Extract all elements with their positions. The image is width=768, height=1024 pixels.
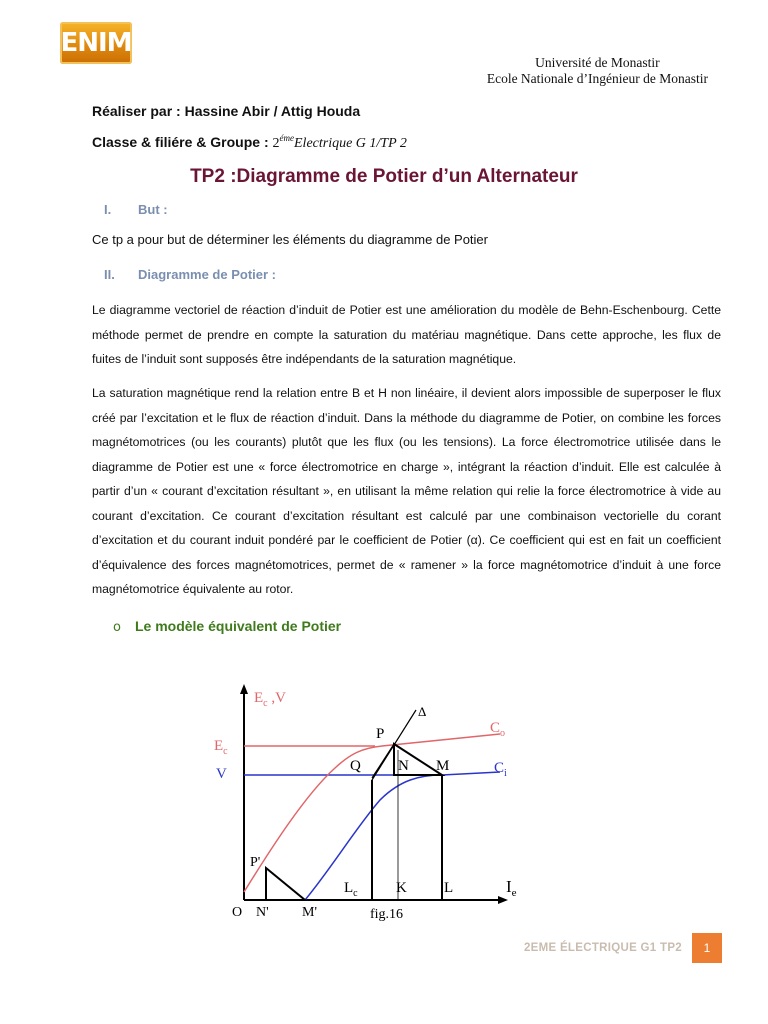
label-m: M <box>436 758 450 774</box>
page-number-badge: 1 <box>692 933 722 963</box>
class-level-sup: éme <box>279 133 294 143</box>
label-n-prime: N' <box>256 905 269 920</box>
university-name: Université de Monastir <box>535 55 660 70</box>
x-axis-arrow <box>498 896 508 904</box>
section-title-1: But : <box>138 202 168 217</box>
logo-text: ENIM <box>60 28 132 58</box>
section-title-2: Diagramme de Potier : <box>138 267 276 282</box>
section-number-1: I. <box>104 202 112 217</box>
paragraph-saturation: La saturation magnétique rend la relation entre B et H non linéaire, il devient alors impossible de superposer le flux créé par l’excitation et le flux de réaction d’induit. Dans la méthode du diagramme de Potier, on combine les forces magnétomotrices (ou les courants) plutôt que les flux (ou les tensions). La force électromotrice utilisée dans le diagramme de Potier est une « force électromotrice en charge », intégrant la réaction d’induit. Elle est calculée à partir d’un « courant d’excitation résultant », en utilisant la même relation qui relie la force électromotrice à vide au courant d’excitation. Ce courant d’excitation résultant est calculé par une combinaison vectorielle du corant d’excitation et du courant induit pondéré par le coefficient de Potier (α). Ce coefficient qui est en fait un coefficient d’équivalence des forces magnétomotrices, permet de « ramener » la force magnétomotrice d’induit à une force magnétomotrice équivalente au rotor. <box>92 386 721 596</box>
class-level: 2 <box>272 136 280 151</box>
label-p: P <box>376 726 385 742</box>
section-heading-2 <box>104 267 276 282</box>
label-o: O <box>232 905 243 920</box>
footer-text: 2EME ÉLECTRIQUE G1 TP2 <box>523 942 682 954</box>
label-l: L <box>444 880 454 896</box>
qp-segment <box>372 744 394 778</box>
label-ec: $E_c$ <box>214 738 228 757</box>
label-lc: $L_c$ <box>344 880 358 899</box>
label-q: Q <box>350 758 361 774</box>
paragraph-intro: Le diagramme vectoriel de réaction d’induit de Potier est une amélioration du modèle de Behn-Eschenbourg. Cette méthode permet de prendre en compte la saturation du matériau magnétique. Dans cette approche, les flux de fuites de l’induit sont supposés être indépendants de la saturation magnétique. <box>92 303 721 366</box>
small-triangle <box>266 868 305 900</box>
authors-names: Hassine Abir / Attig Houda <box>184 103 361 119</box>
label-delta: Δ <box>418 704 427 719</box>
school-name: Ecole Nationale d’Ingénieur de Monastir <box>486 71 708 86</box>
label-m-prime: M' <box>302 905 317 920</box>
label-ci: $C_i$ <box>494 760 507 779</box>
label-c0: $C_o$ <box>490 720 506 739</box>
bullet-heading <box>113 618 341 635</box>
institution-header <box>487 55 708 87</box>
label-y-axis: $E_c$ ,V <box>254 690 286 709</box>
class-label: Classe & filiére & Groupe : <box>92 134 273 150</box>
y-axis-arrow <box>240 684 248 694</box>
section-heading-1 <box>104 202 168 217</box>
section-number-2: II. <box>104 267 115 282</box>
class-group: Electrique G 1/TP 2 <box>294 136 407 151</box>
potier-diagram <box>210 680 520 925</box>
school-logo <box>60 22 132 64</box>
paragraph-goal: Ce tp a pour but de déterminer les éléments du diagramme de Potier <box>92 232 488 247</box>
label-v: V <box>216 766 227 782</box>
authors-label: Réaliser par : <box>92 103 185 119</box>
figure-caption: fig.16 <box>370 907 404 922</box>
label-x-axis: $I_e$ <box>506 877 517 899</box>
class-line <box>92 133 407 152</box>
label-p-prime: P' <box>250 855 261 870</box>
bullet-text: Le modèle équivalent de Potier <box>134 618 342 634</box>
bullet-marker: o <box>113 620 121 635</box>
label-n: N <box>398 758 409 774</box>
page-title: TP2 :Diagramme de Potier d’un Alternateur <box>190 166 578 187</box>
label-k: K <box>396 880 407 896</box>
authors-line <box>92 103 360 119</box>
